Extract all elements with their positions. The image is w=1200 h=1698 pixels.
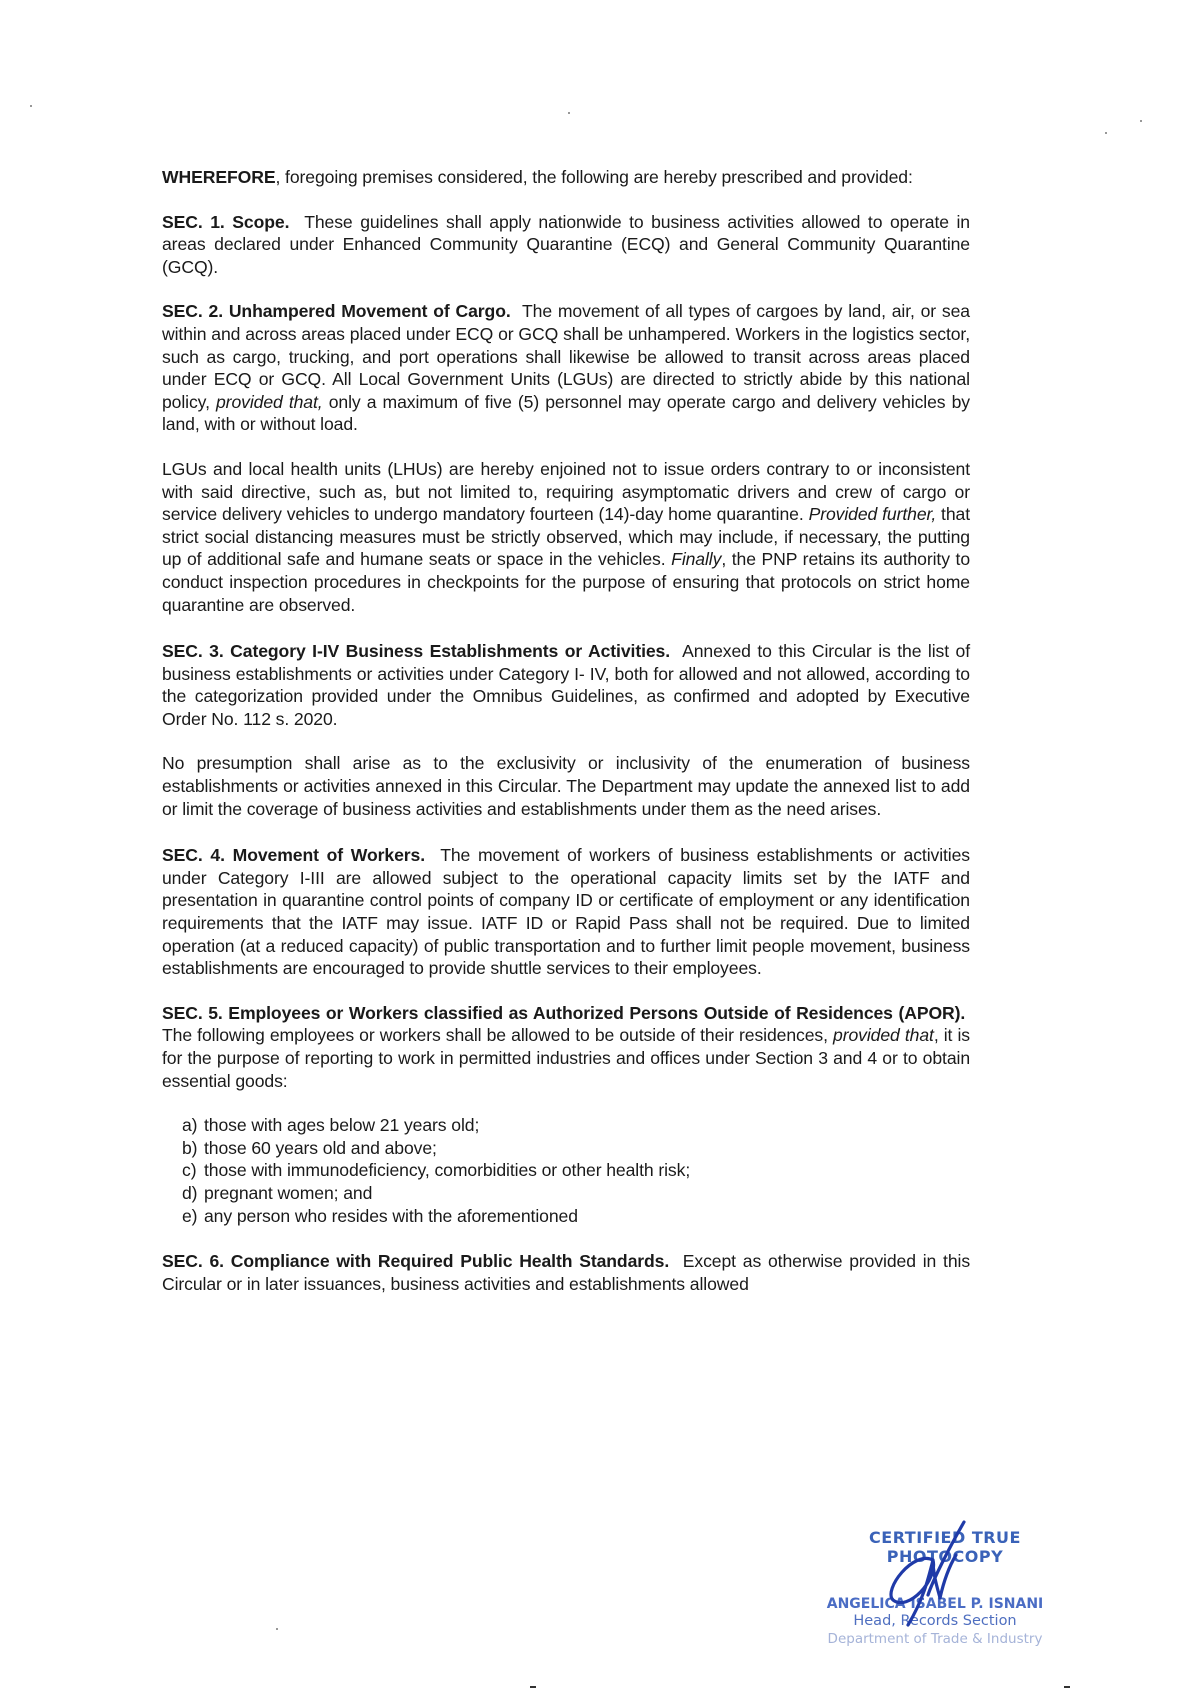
list-item-text: pregnant women; and xyxy=(204,1182,373,1203)
section-5-italic: provided that xyxy=(833,1025,934,1046)
stamp-name: ANGELICA ISABEL P. ISNANI xyxy=(826,1596,1044,1612)
section-4 xyxy=(162,844,970,980)
section-3-heading: SEC. 3. Category I-IV Business Establishments or Activities. xyxy=(162,641,671,662)
scan-speck xyxy=(276,1628,278,1630)
section-2-p2-italic-finally: Finally xyxy=(671,549,722,570)
stamp-certification: CERTIFIED TRUE PHOTOCOPY xyxy=(869,1528,1021,1566)
section-1 xyxy=(162,211,970,279)
section-2-paragraph-1 xyxy=(162,300,970,436)
section-3-text: Annexed to this Circular is the list of business establishments or activities under Category I- IV, both for allowed and not allowed, according to the categorization provided under the Omnibus Guidelines, as confirmed and adopted by Executive Order No. 112 s. 2020. xyxy=(162,641,971,729)
section-2-paragraph-2 xyxy=(162,458,970,616)
section-3-paragraph-1 xyxy=(162,640,970,730)
section-3-paragraph-2: No presumption shall arise as to the exclusivity or inclusivity of the enumeration of business establishments or activities annexed in this Circular. The Department may update the annexed list to add or limit the coverage of business activities and establishments under them as the need arises. xyxy=(162,753,970,819)
list-item-text: those with ages below 21 years old; xyxy=(204,1115,480,1136)
section-6-heading: SEC. 6. Compliance with Required Public Health Standards. xyxy=(162,1251,670,1272)
preamble xyxy=(162,166,970,189)
section-2-p2-text-end: , the PNP retains its authority to conduct inspection procedures in checkpoints for the purpose of ensuring that protocols on strict home quarantine are observed. xyxy=(162,549,970,615)
list-marker: e) xyxy=(182,1205,198,1226)
scan-speck xyxy=(30,105,32,107)
apor-list xyxy=(162,1114,970,1227)
document-page xyxy=(162,166,970,1317)
scan-speck xyxy=(1140,120,1142,122)
list-item-text: those with immunodeficiency, comorbidities or other health risk; xyxy=(204,1160,691,1181)
preamble-text: , foregoing premises considered, the following are hereby prescribed and provided: xyxy=(275,167,913,187)
list-marker: c) xyxy=(182,1160,197,1181)
section-4-text: The movement of workers of business establishments or activities under Category I-III are allowed subject to the operational capacity limits set by the IATF and presentation in quarantine control points of company ID or certificate of employment or any identification requirements that the IATF may issue. IATF ID or Rapid Pass shall not be required. Due to limited operation (at a reduced capacity) of public transportation and to further limit people movement, business establishments are encouraged to provide shuttle services to their employees. xyxy=(162,845,970,979)
list-item-text: those 60 years old and above; xyxy=(204,1137,437,1158)
list-item xyxy=(182,1159,970,1182)
section-2-p2-text: LGUs and local health units (LHUs) are hereby enjoined not to issue orders contrary to or inconsistent with said directive, such as, but not limited to, requiring asymptomatic drivers and crew of cargo or service delivery vehicles to undergo mandatory fourteen (14)-day home quarantine. xyxy=(162,458,970,525)
section-5 xyxy=(162,1002,970,1092)
stamp-title: Head, Records Section xyxy=(853,1613,1017,1629)
section-6 xyxy=(162,1250,970,1295)
section-2-italic: provided that, xyxy=(216,391,323,412)
list-marker: d) xyxy=(182,1182,198,1203)
list-marker: a) xyxy=(182,1115,198,1136)
section-5-text: The following employees or workers shall be allowed to be outside of their residences, xyxy=(162,1025,834,1046)
section-2-text-cont: only a maximum of five (5) personnel may operate cargo and delivery vehicles by land, with or without load. xyxy=(162,391,970,435)
section-6-text: Except as otherwise provided in this Circular or in later issuances, business activities and establishments allowed xyxy=(162,1251,971,1294)
scan-mark xyxy=(1064,1686,1070,1688)
section-2-heading: SEC. 2. Unhampered Movement of Cargo. xyxy=(162,301,511,322)
section-1-body: These guidelines shall apply nationwide to business activities allowed to operate in areas declared under Enhanced Community Quarantine (ECQ) and General Community Quarantine (GCQ). xyxy=(162,211,970,277)
list-item xyxy=(182,1114,970,1137)
section-5-text-cont: , it is for the purpose of reporting to work in permitted industries and offices under Section 3 and 4 or to obtain essential goods: xyxy=(162,1025,970,1091)
scan-mark xyxy=(530,1686,536,1688)
list-item-text: any person who resides with the aforementioned xyxy=(204,1205,578,1226)
list-marker: b) xyxy=(182,1137,198,1158)
signature-icon xyxy=(878,1520,968,1630)
section-2-text: The movement of all types of cargoes by land, air, or sea within and across areas placed under ECQ or GCQ shall be unhampered. Workers in the logistics sector, such as cargo, trucking, and port operations shall likewise be allowed to transit across areas placed under ECQ or GCQ. All Local Government Units (LGUs) are directed to strictly abide by this national policy, xyxy=(162,301,970,412)
section-4-heading: SEC. 4. Movement of Workers. xyxy=(162,845,425,866)
list-item xyxy=(182,1137,970,1160)
section-2-p2-text-cont: that strict social distancing measures must be strictly observed, which may include, if necessary, the putting up of additional safe and humane seats or space in the vehicles. xyxy=(162,504,970,570)
preamble-lead: WHEREFORE xyxy=(162,167,276,187)
list-item xyxy=(182,1205,970,1228)
stamp-department: Department of Trade & Industry xyxy=(827,1631,1043,1647)
list-item xyxy=(182,1182,970,1205)
scan-speck xyxy=(1105,132,1107,134)
scan-speck xyxy=(568,112,570,114)
section-1-heading: SEC. 1. Scope. xyxy=(162,211,290,232)
section-5-heading: SEC. 5. Employees or Workers classified as Authorized Persons Outside of Residences (APOR). xyxy=(162,1002,966,1023)
section-2-p2-italic: Provided further, xyxy=(808,504,937,525)
